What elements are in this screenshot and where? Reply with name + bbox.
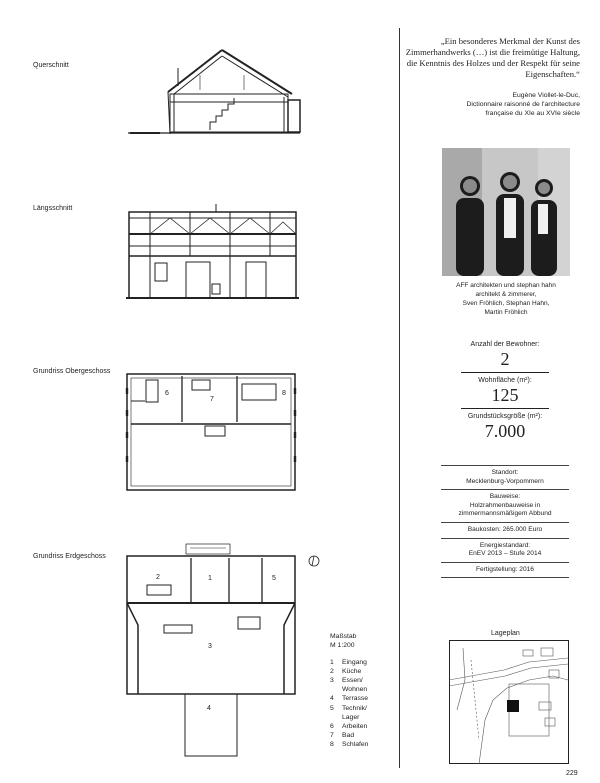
divider [441,465,569,466]
photo-caption [432,281,580,317]
divider [461,408,549,409]
construction-value: zimmermannsmäßigem Abbund [458,510,552,518]
quote-text: „Ein besonderes Merkmal der Kunst des Zimmerhandwerks (…) ist die freimütige Haltung, die Kenntnis des Holzes und der Respekt für seine Eigenschaften.“ [405,36,580,79]
divider [441,577,569,578]
room-number-eg1: 1 [208,575,212,582]
section-label-obergeschoss: Grundriss Obergeschoss [33,368,111,375]
room-number-og7: 7 [210,396,214,403]
legend-number: 5 [330,704,334,712]
divider [461,372,549,373]
legend-number: 7 [330,732,334,740]
legend-row [330,676,368,685]
scale-value: M 1:200 [330,642,355,650]
project-facts [441,462,569,581]
energy-value: EnEV 2013 – Stufe 2014 [468,550,542,558]
quote-source-line2: française du XIe au XVIe siècle [485,110,580,117]
plot-size-value: 7.000 [484,421,526,441]
quote-source-line1: Dictionnaire raisonné de l'architecture [466,101,580,108]
quote-author-name: Eugène Viollet-le-Duc, [512,92,580,99]
legend-row [330,713,368,722]
column-divider [399,28,400,768]
legend-row [330,740,368,749]
room-number-eg2: 2 [156,574,160,581]
legend-row [330,731,368,740]
cross-section-drawing [128,50,300,134]
architects-photo-illustration [442,148,570,276]
legend-label: Essen/ [342,677,363,684]
legend-number: 3 [330,677,334,684]
legend [330,632,368,750]
legend-row [330,694,368,703]
legend-row [330,685,368,694]
section-label-laengsschnitt: Längsschnitt [33,205,73,212]
divider [441,489,569,490]
legend-number: 2 [330,667,334,675]
construction-label: Bauweise: [489,493,521,501]
living-area-label: Wohnfläche (m²): [478,377,532,384]
room-number-eg5: 5 [272,575,276,582]
legend-label: Schlafen [342,741,369,749]
legend-label: Eingang [342,658,367,666]
plot-size-label: Grundstücksgröße (m²): [467,413,543,420]
legend-label: Arbeiten [342,723,368,731]
energy-label: Energiestandard: [479,541,531,549]
legend-label: Technik/ [342,704,367,712]
divider [441,522,569,523]
site-plan-label: Lageplan [491,630,520,637]
room-number-eg4: 4 [207,705,211,712]
divider [441,562,569,563]
location-value: Mecklenburg-Vorpommern [466,477,544,485]
room-number-og6: 6 [165,390,169,397]
legend-label: Küche [342,667,362,675]
key-figures [441,340,569,444]
site-plan-map [449,640,569,764]
residents-label: Anzahl der Bewohner: [470,341,540,348]
construction-value: Holzrahmenbauweise in [469,501,541,509]
legend-number: 6 [330,723,334,731]
caption-line: Sven Fröhlich, Stephan Hahn, [462,300,550,307]
quote-author [405,91,580,118]
room-number-og8: 8 [282,390,286,397]
legend-number: 4 [330,695,334,703]
living-area-value: 125 [491,385,519,405]
completion: Fertigstellung: 2016 [476,565,534,573]
legend-number: 8 [330,741,334,749]
divider [441,538,569,539]
legend-row [330,722,368,731]
caption-line: architekt & zimmerer, [475,291,537,298]
longitudinal-section-drawing [126,204,299,298]
caption-line: Martin Fröhlich [484,309,528,316]
legend-number [330,685,342,694]
legend-label: Bad [342,732,355,740]
legend-table [330,658,368,750]
residents-value: 2 [500,349,510,369]
legend-label: Terrasse [342,695,369,703]
legend-row [330,704,368,713]
legend-label: Lager [342,713,360,721]
page-number: 229 [566,770,578,777]
location-label: Standort: [491,469,519,476]
legend-row [330,658,368,667]
scale-title: Maßstab [330,633,357,640]
upper-floor-plan-drawing [127,374,295,490]
legend-row [330,667,368,676]
legend-number [330,713,342,722]
section-label-querschnitt: Querschnitt [33,62,69,69]
section-label-erdgeschoss: Grundriss Erdgeschoss [33,553,106,560]
building-costs: Baukosten: 265.000 Euro [467,525,543,533]
legend-number: 1 [330,658,334,666]
legend-label: Wohnen [342,686,368,694]
caption-line: AFF architekten und stephan hahn [456,282,556,289]
architects-photo [442,148,570,276]
room-number-eg3: 3 [208,643,212,650]
